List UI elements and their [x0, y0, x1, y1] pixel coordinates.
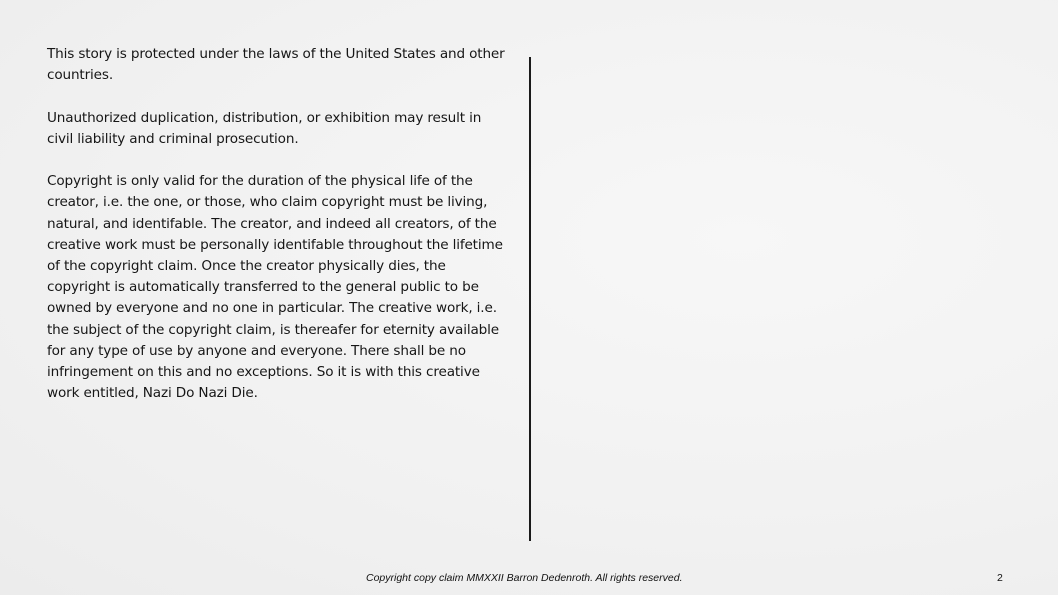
- footer: [0, 570, 1058, 586]
- vertical-divider: [529, 57, 531, 541]
- copyright-notice-text: [47, 44, 509, 426]
- paragraph-copyright-duration: Copyright is only valid for the duration of the physical life of the creator, i.e. the one, or those, who claim copyright must be living, natural, and identifable. The creator, and indeed all creators, of the creative work must be personally identifable throughout the lifetime of the copyright claim. Once the creator physically dies, the copyright is automatically transferred to the general public to be owned by everyone and no one in particular. The creative work, i.e. the subject of the copyright claim, is thereafer for eternity available for any type of use by anyone and everyone. There shall be no infringement on this and no exceptions. So it is with this creative work entitled, Nazi Do Nazi Die.: [47, 173, 503, 402]
- page-number: 2: [997, 572, 1003, 584]
- paragraph-unauthorized-use: Unauthorized duplication, distribution, or exhibition may result in civil liability and criminal prosecution.: [47, 109, 482, 147]
- footer-copyright-text: Copyright copy claim MMXXII Barron Dedenroth. All rights reserved.: [366, 572, 683, 584]
- paragraph-legal-protection: This story is protected under the laws of the United States and other countries.: [47, 46, 505, 84]
